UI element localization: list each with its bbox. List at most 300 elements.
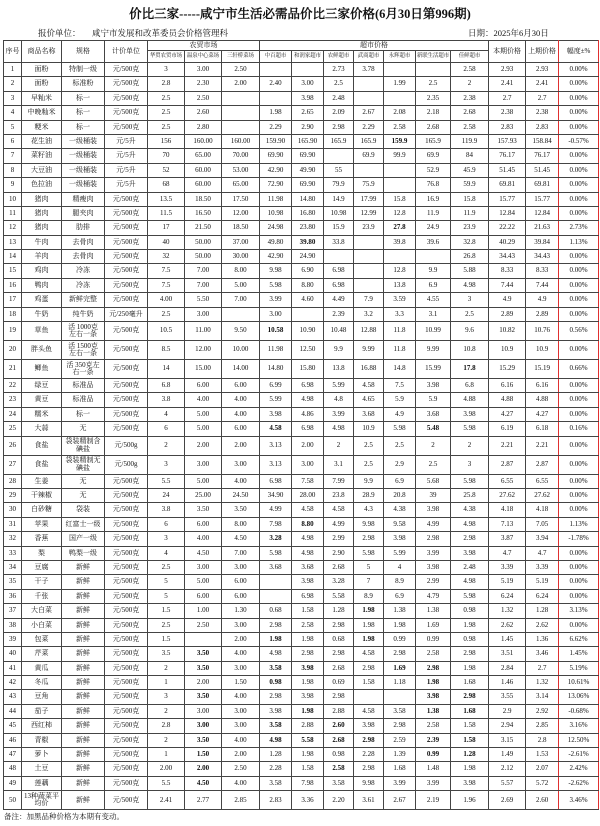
current-price: 3.39: [489, 560, 526, 574]
supermarket-price: 165.9: [416, 134, 451, 148]
farm-market-price: 4.50: [185, 546, 222, 560]
table-row: [4, 206, 599, 220]
supermarket-price: 2.28: [354, 748, 384, 762]
header-market: 和润家超市: [292, 51, 324, 63]
supermarket-price: 9.9: [416, 264, 451, 278]
supermarket-price: 16.9: [416, 192, 451, 206]
product-name: 莲藕: [22, 776, 62, 790]
previous-price: 4.27: [526, 407, 559, 421]
current-price: 4.88: [489, 393, 526, 407]
supermarket-price: 2.20: [324, 791, 354, 810]
supermarket-price: 2.5: [354, 455, 384, 474]
farm-market-price: 3: [148, 455, 185, 474]
header-market: 华贸农贸市场: [148, 51, 185, 63]
supermarket-price: 23.9: [354, 221, 384, 235]
price-unit: 元/500克: [105, 293, 148, 307]
product-name: 青椒: [22, 733, 62, 747]
supermarket-price: 6.98: [260, 474, 292, 488]
supermarket-price: 2.39: [324, 307, 354, 321]
supermarket-price: 3.61: [354, 791, 384, 810]
product-name: 大蒜: [22, 422, 62, 436]
supermarket-price: 4.38: [384, 503, 416, 517]
header-unit: 计价单位: [105, 41, 148, 63]
row-number: 1: [4, 63, 22, 77]
price-unit: 元/500克: [105, 322, 148, 341]
row-number: 13: [4, 235, 22, 249]
product-name: 食盐: [22, 436, 62, 455]
current-price: 4.7: [489, 546, 526, 560]
farm-market-price: 21.50: [185, 221, 222, 235]
farm-market-price: 2: [148, 733, 185, 747]
supermarket-price: 3.99: [416, 546, 451, 560]
supermarket-price: 5.48: [416, 422, 451, 436]
change-percent: 0.16%: [559, 422, 599, 436]
farm-market-price: 2: [148, 704, 185, 718]
supermarket-price: [354, 235, 384, 249]
product-name: 生姜: [22, 474, 62, 488]
supermarket-price: 14.80: [292, 192, 324, 206]
price-unit: 元/500克: [105, 503, 148, 517]
supermarket-price: 3.98: [292, 690, 324, 704]
farm-market-price: 6.00: [185, 379, 222, 393]
previous-price: 4.7: [526, 546, 559, 560]
price-unit: 元/500克: [105, 407, 148, 421]
table-row: [4, 163, 599, 177]
supermarket-price: 2.98: [354, 661, 384, 675]
price-unit: 元/500克: [105, 77, 148, 91]
supermarket-price: 5.98: [451, 474, 489, 488]
change-percent: 0.00%: [559, 206, 599, 220]
farm-market-price: 65.00: [222, 178, 260, 192]
supermarket-price: 2.98: [354, 762, 384, 776]
price-unit: 元/500克: [105, 762, 148, 776]
supermarket-price: 2.98: [324, 647, 354, 661]
product-name: 鸡蛋: [22, 293, 62, 307]
supermarket-price: 2.40: [260, 77, 292, 91]
change-percent: 0.00%: [559, 178, 599, 192]
price-unit: 元/500克: [105, 341, 148, 360]
price-unit: 元/500克: [105, 393, 148, 407]
supermarket-price: 2.68: [324, 661, 354, 675]
supermarket-price: 2.98: [292, 647, 324, 661]
change-percent: 0.00%: [559, 149, 599, 163]
price-unit: 元/500克: [105, 733, 148, 747]
change-percent: 0.00%: [559, 393, 599, 407]
farm-market-price: 5.00: [185, 407, 222, 421]
product-name: 色拉油: [22, 178, 62, 192]
row-number: 48: [4, 762, 22, 776]
supermarket-price: 1.58: [292, 762, 324, 776]
row-number: 26: [4, 436, 22, 455]
table-row: [4, 690, 599, 704]
supermarket-price: 4.99: [324, 517, 354, 531]
change-percent: 2.42%: [559, 762, 599, 776]
supermarket-price: 3.58: [260, 776, 292, 790]
product-spec: 袋装精制无碘盐: [62, 455, 105, 474]
supermarket-price: 3.98: [292, 661, 324, 675]
supermarket-price: 4.58: [354, 379, 384, 393]
supermarket-price: 4.65: [354, 393, 384, 407]
supermarket-price: 7: [354, 575, 384, 589]
farm-market-price: 11.5: [148, 206, 185, 220]
supermarket-price: 3: [451, 293, 489, 307]
price-unit: 元/500克: [105, 532, 148, 546]
product-spec: 袋装: [62, 503, 105, 517]
farm-market-price: 4: [148, 407, 185, 421]
supermarket-price: 55: [324, 163, 354, 177]
row-number: 49: [4, 776, 22, 790]
current-price: 1.45: [489, 632, 526, 646]
supermarket-price: 2: [451, 436, 489, 455]
supermarket-price: 2.48: [451, 560, 489, 574]
product-name: 苹果: [22, 517, 62, 531]
change-percent: 2.73%: [559, 221, 599, 235]
product-spec: 新鲜: [62, 791, 105, 810]
supermarket-price: 8.9: [354, 589, 384, 603]
change-percent: 0.00%: [559, 307, 599, 321]
product-name: 绿豆: [22, 379, 62, 393]
table-row: [4, 341, 599, 360]
supermarket-price: 165.9: [354, 134, 384, 148]
farm-market-price: 3.00: [222, 560, 260, 574]
supermarket-price: 3.68: [292, 560, 324, 574]
previous-price: 27.62: [526, 488, 559, 502]
supermarket-price: 1.58: [292, 604, 324, 618]
table-row: [4, 63, 599, 77]
supermarket-price: 3.98: [416, 560, 451, 574]
supermarket-price: 159.9: [384, 134, 416, 148]
supermarket-price: [416, 63, 451, 77]
supermarket-price: [384, 250, 416, 264]
supermarket-price: 3.3: [384, 307, 416, 321]
farm-market-price: 5.5: [148, 474, 185, 488]
supermarket-price: 49.80: [260, 235, 292, 249]
row-number: 10: [4, 192, 22, 206]
supermarket-price: 2.68: [451, 106, 489, 120]
farm-market-price: 2.00: [222, 748, 260, 762]
farm-market-price: 7.5: [148, 264, 185, 278]
product-name: 西红柿: [22, 719, 62, 733]
farm-market-price: 1: [148, 676, 185, 690]
row-number: 39: [4, 632, 22, 646]
product-name: 芹菜: [22, 647, 62, 661]
supermarket-price: 42.90: [260, 163, 292, 177]
supermarket-price: 3.28: [324, 575, 354, 589]
supermarket-price: 2.58: [451, 120, 489, 134]
previous-price: 5.72: [526, 776, 559, 790]
supermarket-price: 0.69: [324, 676, 354, 690]
header-supermarket-group: 超市价格: [260, 41, 489, 51]
product-spec: 新鲜: [62, 575, 105, 589]
supermarket-price: 10.8: [451, 341, 489, 360]
farm-market-price: 40: [148, 235, 185, 249]
farm-market-price: 5: [148, 575, 185, 589]
farm-market-price: 30.00: [222, 250, 260, 264]
supermarket-price: 2.59: [384, 733, 416, 747]
report-date: 日期：2025年6月30日: [468, 28, 549, 38]
farm-market-price: 6.00: [222, 379, 260, 393]
previous-price: 76.17: [526, 149, 559, 163]
product-name: 鸭肉: [22, 278, 62, 292]
supermarket-price: 2.35: [416, 91, 451, 105]
farm-market-price: 6.8: [148, 379, 185, 393]
row-number: 5: [4, 120, 22, 134]
row-number: 8: [4, 163, 22, 177]
current-price: 6.19: [489, 422, 526, 436]
previous-price: 2.83: [526, 120, 559, 134]
supermarket-price: 24.90: [292, 250, 324, 264]
product-name: 面粉: [22, 63, 62, 77]
product-spec: 鸭梨一级: [62, 546, 105, 560]
table-row: [4, 379, 599, 393]
farm-market-price: 7.00: [185, 278, 222, 292]
supermarket-price: 32.8: [451, 235, 489, 249]
price-unit: 元/500g: [105, 455, 148, 474]
previous-price: 8.33: [526, 264, 559, 278]
row-number: 34: [4, 560, 22, 574]
supermarket-price: 49.90: [292, 163, 324, 177]
supermarket-price: 9.98: [354, 517, 384, 531]
supermarket-price: 2.5: [416, 455, 451, 474]
change-percent: 0.00%: [559, 474, 599, 488]
current-price: 12.84: [489, 206, 526, 220]
farm-market-price: 6.00: [185, 589, 222, 603]
supermarket-price: 5.9: [416, 393, 451, 407]
supermarket-price: [354, 264, 384, 278]
farm-market-price: 3.00: [222, 704, 260, 718]
price-unit: 元/500克: [105, 422, 148, 436]
farm-market-price: 1.5: [148, 632, 185, 646]
row-number: 12: [4, 221, 22, 235]
header-previous-price: 上期价格: [526, 41, 559, 63]
farm-market-price: 3.50: [222, 503, 260, 517]
supermarket-price: 1.98: [354, 618, 384, 632]
farm-market-price: 2.50: [222, 762, 260, 776]
supermarket-price: 20.8: [384, 488, 416, 502]
current-price: 7.13: [489, 517, 526, 531]
previous-price: 4.18: [526, 503, 559, 517]
supermarket-price: 84: [451, 149, 489, 163]
supermarket-price: 2.38: [451, 91, 489, 105]
supermarket-price: [324, 250, 354, 264]
farm-market-price: 32: [148, 250, 185, 264]
table-row: [4, 488, 599, 502]
farm-market-price: 4.50: [185, 776, 222, 790]
price-unit: 元/5升: [105, 149, 148, 163]
farm-market-price: 6: [148, 422, 185, 436]
row-number: 6: [4, 134, 22, 148]
supermarket-price: 2.58: [292, 618, 324, 632]
price-unit: 元/500克: [105, 791, 148, 810]
farm-market-price: 2.41: [148, 791, 185, 810]
farm-market-price: 3.50: [185, 661, 222, 675]
price-unit: 元/500克: [105, 560, 148, 574]
product-name: 豆腐: [22, 560, 62, 574]
table-row: [4, 474, 599, 488]
farm-market-price: 70: [148, 149, 185, 163]
product-name: 粳米: [22, 120, 62, 134]
row-number: 42: [4, 676, 22, 690]
product-name: 黄豆: [22, 393, 62, 407]
supermarket-price: [384, 163, 416, 177]
row-number: 24: [4, 407, 22, 421]
change-percent: 0.00%: [559, 120, 599, 134]
supermarket-price: 45.9: [451, 163, 489, 177]
table-row: [4, 575, 599, 589]
farm-market-price: 5.00: [185, 575, 222, 589]
previous-price: 15.77: [526, 192, 559, 206]
current-price: 15.29: [489, 360, 526, 379]
supermarket-price: 12.99: [354, 206, 384, 220]
change-percent: 0.00%: [559, 264, 599, 278]
farm-market-price: 1.30: [222, 604, 260, 618]
supermarket-price: 3.98: [384, 532, 416, 546]
row-number: 44: [4, 704, 22, 718]
supermarket-price: 2: [416, 436, 451, 455]
change-percent: -2.61%: [559, 748, 599, 762]
previous-price: 3.46: [526, 647, 559, 661]
supermarket-price: 2.48: [324, 91, 354, 105]
supermarket-price: 12.8: [384, 206, 416, 220]
current-price: 3.55: [489, 690, 526, 704]
supermarket-price: 10.48: [324, 322, 354, 341]
product-name: 豆角: [22, 690, 62, 704]
farm-market-price: 53.00: [222, 163, 260, 177]
supermarket-price: 3.98: [354, 719, 384, 733]
price-unit: 元/5升: [105, 163, 148, 177]
supermarket-price: 3.00: [292, 77, 324, 91]
supermarket-price: 5.68: [416, 474, 451, 488]
product-spec: 去骨肉: [62, 235, 105, 249]
supermarket-price: 1.98: [354, 604, 384, 618]
farm-market-price: 4.00: [185, 532, 222, 546]
supermarket-price: 7.99: [324, 474, 354, 488]
farm-market-price: 4.00: [148, 293, 185, 307]
product-spec: 新鲜: [62, 733, 105, 747]
farm-market-price: 6.00: [185, 517, 222, 531]
table-row: [4, 436, 599, 455]
current-price: 7.44: [489, 278, 526, 292]
supermarket-price: 3.98: [416, 379, 451, 393]
header-farm-market-group: 农贸市场: [148, 41, 260, 51]
supermarket-price: 5.99: [324, 379, 354, 393]
previous-price: 2.7: [526, 661, 559, 675]
header-row-groups: [4, 41, 599, 51]
supermarket-price: 4.88: [451, 393, 489, 407]
supermarket-price: 1.28: [451, 748, 489, 762]
supermarket-price: 2.98: [354, 532, 384, 546]
product-name: 猪肉: [22, 206, 62, 220]
previous-price: 2.89: [526, 307, 559, 321]
product-spec: 新鲜: [62, 604, 105, 618]
price-unit: 元/500克: [105, 647, 148, 661]
row-number: 2: [4, 77, 22, 91]
product-spec: 去骨肉: [62, 250, 105, 264]
price-unit: 元/500克: [105, 589, 148, 603]
supermarket-price: 8.80: [292, 278, 324, 292]
previous-price: 15.19: [526, 360, 559, 379]
previous-price: 6.24: [526, 589, 559, 603]
current-price: 5.19: [489, 575, 526, 589]
current-price: 6.55: [489, 474, 526, 488]
farm-market-price: 70.00: [222, 149, 260, 163]
supermarket-price: 42.90: [260, 250, 292, 264]
row-number: 23: [4, 393, 22, 407]
change-percent: 12.50%: [559, 733, 599, 747]
product-spec: 标一: [62, 407, 105, 421]
supermarket-price: 4.98: [451, 517, 489, 531]
supermarket-price: 1.96: [451, 791, 489, 810]
supermarket-price: 159.90: [260, 134, 292, 148]
supermarket-price: 3.28: [260, 532, 292, 546]
table-row: [4, 604, 599, 618]
previous-price: 158.84: [526, 134, 559, 148]
supermarket-price: 1.69: [416, 618, 451, 632]
supermarket-price: 9.9: [324, 341, 354, 360]
supermarket-price: 69.9: [416, 149, 451, 163]
farm-market-price: 10.5: [148, 322, 185, 341]
previous-price: 3.94: [526, 532, 559, 546]
row-number: 15: [4, 264, 22, 278]
farm-market-price: 4.00: [222, 733, 260, 747]
price-unit: 元/500克: [105, 235, 148, 249]
row-number: 3: [4, 91, 22, 105]
supermarket-price: 3.68: [354, 407, 384, 421]
table-row: [4, 517, 599, 531]
supermarket-price: 2.98: [416, 532, 451, 546]
previous-price: 2.41: [526, 77, 559, 91]
farm-market-price: 2.50: [185, 618, 222, 632]
current-price: 2.87: [489, 455, 526, 474]
supermarket-price: 4.98: [260, 647, 292, 661]
farm-market-price: 6: [148, 517, 185, 531]
product-name: 干子: [22, 575, 62, 589]
supermarket-price: 5.9: [384, 393, 416, 407]
table-row: [4, 618, 599, 632]
supermarket-price: 6.9: [416, 278, 451, 292]
farm-market-price: 12.00: [185, 341, 222, 360]
supermarket-price: 0.98: [451, 632, 489, 646]
supermarket-price: 14.9: [324, 192, 354, 206]
row-number: 38: [4, 618, 22, 632]
supermarket-price: 3.98: [292, 91, 324, 105]
row-number: 22: [4, 379, 22, 393]
table-row: [4, 676, 599, 690]
change-percent: 0.00%: [559, 546, 599, 560]
farm-market-price: 2.5: [148, 307, 185, 321]
header-market: 永辉超市: [384, 51, 416, 63]
supermarket-price: 3.68: [416, 407, 451, 421]
farm-market-price: 3.00: [185, 455, 222, 474]
previous-price: 3.14: [526, 690, 559, 704]
farm-market-price: 60.00: [185, 178, 222, 192]
row-number: 35: [4, 575, 22, 589]
supermarket-price: 6.90: [292, 264, 324, 278]
current-price: 10.82: [489, 322, 526, 341]
farm-market-price: 2.77: [185, 791, 222, 810]
previous-price: 2.87: [526, 455, 559, 474]
price-unit: 元/500克: [105, 575, 148, 589]
price-unit: 元/5升: [105, 178, 148, 192]
product-spec: 标准品: [62, 379, 105, 393]
current-price: 2.84: [489, 661, 526, 675]
current-price: 69.81: [489, 178, 526, 192]
product-name: 鸡肉: [22, 264, 62, 278]
product-name: 鲫鱼: [22, 360, 62, 379]
header-market: 温泉中心菜场: [185, 51, 222, 63]
row-number: 40: [4, 647, 22, 661]
supermarket-price: [384, 91, 416, 105]
